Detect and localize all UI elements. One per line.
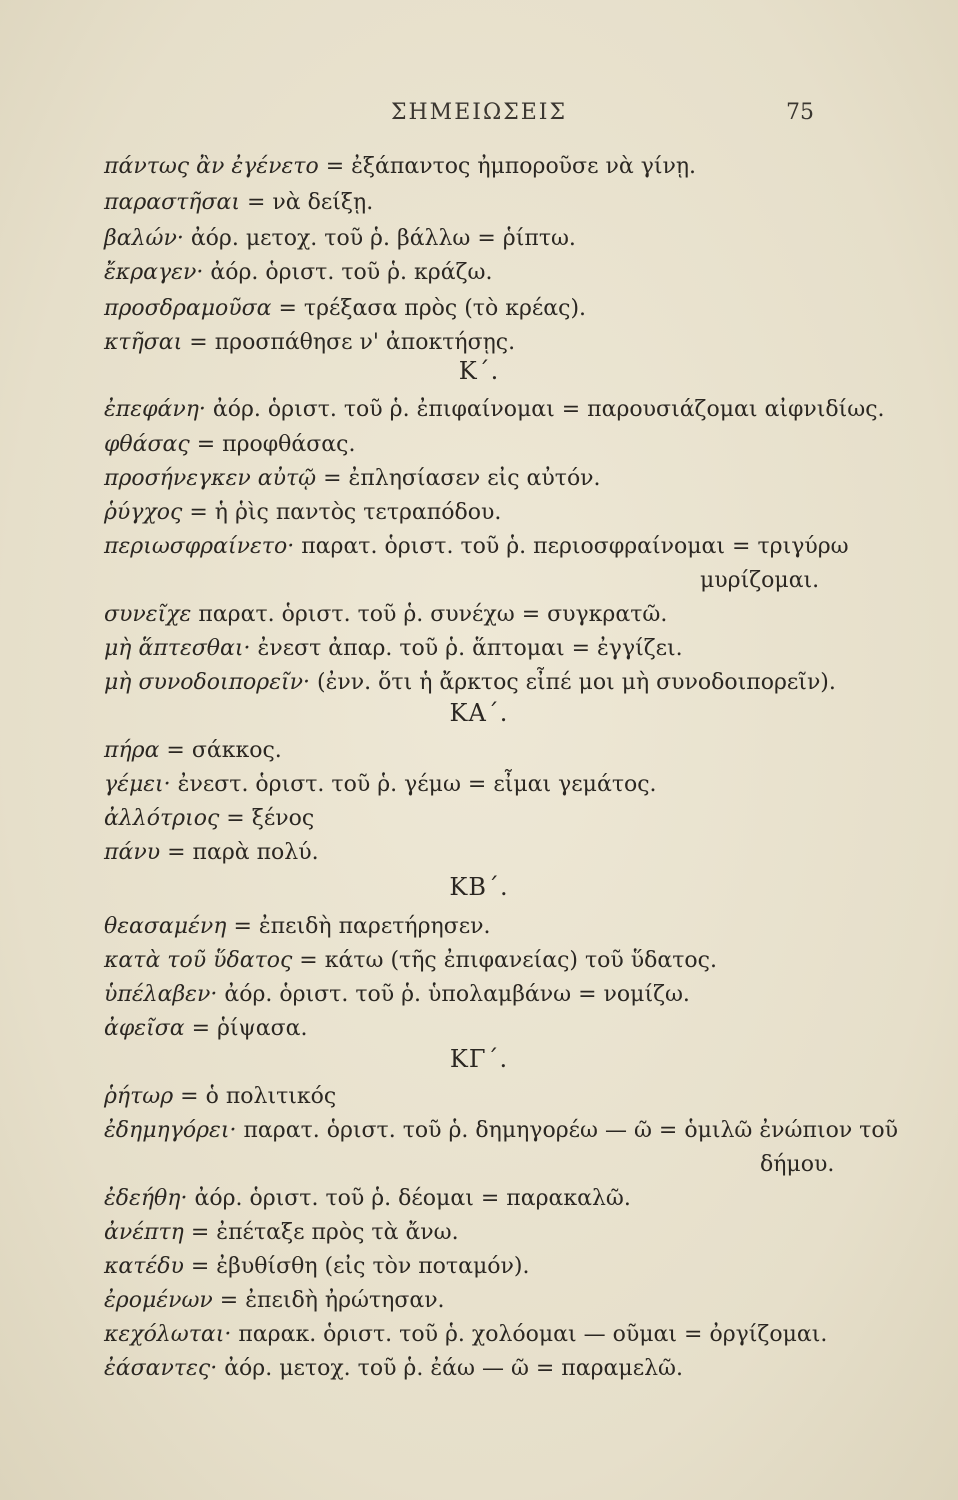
gloss-term: ὑπέλαβεν· xyxy=(104,982,218,1007)
gloss-definition: ἐνεστ ἀπαρ. τοῦ ῥ. ἅπτομαι = ἐγγίζει. xyxy=(250,636,683,661)
gloss-line xyxy=(104,188,373,218)
gloss-line xyxy=(104,395,885,425)
gloss-line xyxy=(104,1286,445,1316)
gloss-definition: = προσπάθησε ν' ἀποκτήσῃς. xyxy=(182,330,516,355)
gloss-definition: ἀόρ. ὁριστ. τοῦ ῥ. ἐπιφαίνομαι = παρουσιάζομαι αἰφνιδίως. xyxy=(205,397,885,422)
gloss-definition: = ἐπειδὴ ἠρώτησαν. xyxy=(212,1288,445,1313)
gloss-line xyxy=(104,258,492,288)
gloss-term: ἀνέπτη xyxy=(104,1220,184,1245)
gloss-line xyxy=(104,152,696,182)
gloss-line xyxy=(104,532,849,562)
gloss-definition: = κάτω (τῆς ἐπιφανείας) τοῦ ὕδατος. xyxy=(292,948,717,973)
gloss-term: κεχόλωται· xyxy=(104,1322,232,1347)
section-heading: ΚΑ΄. xyxy=(449,699,509,727)
gloss-continuation: μυρίζομαι. xyxy=(700,568,820,593)
gloss-line xyxy=(104,1218,459,1248)
gloss-definition: ἀόρ. ὁριστ. τοῦ ῥ. ὑπολαμβάνω = νομίζω. xyxy=(217,982,690,1007)
gloss-definition: παρατ. ὁριστ. τοῦ ῥ. περιοσφραίνομαι = τριγύρω xyxy=(294,534,849,559)
gloss-line xyxy=(104,1320,827,1350)
gloss-definition: = ἐπειδὴ παρετήρησεν. xyxy=(226,914,491,939)
gloss-term: κατέδυ xyxy=(104,1254,184,1279)
gloss-term: ἐρομένων xyxy=(104,1288,213,1313)
gloss-term: παραστῆσαι xyxy=(104,190,240,215)
gloss-term: ἐδημηγόρει· xyxy=(104,1118,237,1143)
gloss-definition: παρατ. ὁριστ. τοῦ ῥ. δημηγορέω — ῶ = ὁμιλῶ ἐνώπιον τοῦ xyxy=(236,1118,898,1143)
gloss-term: μὴ συνοδοιπορεῖν· xyxy=(104,670,311,695)
gloss-line xyxy=(104,1354,683,1384)
gloss-line xyxy=(104,770,657,800)
section-heading: ΚΓ΄. xyxy=(449,1045,509,1073)
gloss-term: μὴ ἅπτεσθαι· xyxy=(104,636,251,661)
gloss-line xyxy=(104,912,490,942)
gloss-definition: = ἐβυθίσθη (εἰς τὸν ποταμόν). xyxy=(183,1254,530,1279)
gloss-term: ἐπεφάνη· xyxy=(104,397,206,422)
gloss-term: συνεῖχε xyxy=(104,602,192,627)
gloss-term: πήρα xyxy=(104,738,160,763)
gloss-definition: = ἐπλησίασεν εἰς αὐτόν. xyxy=(316,466,601,491)
gloss-definition: = προφθάσας. xyxy=(189,432,356,457)
gloss-line xyxy=(104,1184,631,1214)
gloss-line xyxy=(104,804,314,834)
gloss-line xyxy=(104,946,717,976)
gloss-definition: = σάκκος. xyxy=(159,738,282,763)
gloss-line xyxy=(104,498,501,528)
gloss-term: ἐδεήθη· xyxy=(104,1186,188,1211)
section-heading: ΚΒ΄. xyxy=(449,873,509,901)
gloss-definition: ἀόρ. ὁριστ. τοῦ ῥ. κράζω. xyxy=(203,260,493,285)
gloss-line xyxy=(104,1252,529,1282)
gloss-term: κατὰ τοῦ ὕδατος xyxy=(104,948,293,973)
gloss-term: ἐάσαντες· xyxy=(104,1356,218,1381)
gloss-term: θεασαμένη xyxy=(104,914,227,939)
gloss-line xyxy=(104,328,515,358)
gloss-line xyxy=(104,464,601,494)
gloss-term: προσδραμοῦσα xyxy=(104,296,272,321)
gloss-term: βαλών· xyxy=(104,226,184,251)
gloss-term: γέμει· xyxy=(104,772,171,797)
gloss-term: ῥήτωρ xyxy=(104,1084,174,1109)
gloss-line xyxy=(104,294,586,324)
gloss-term: φθάσας xyxy=(104,432,190,457)
gloss-line xyxy=(104,600,667,630)
gloss-definition: = ὁ πολιτικός xyxy=(173,1084,337,1109)
gloss-continuation: δήμου. xyxy=(760,1152,835,1177)
running-header: ΣΗΜΕΙΩΣΕΙΣ xyxy=(390,100,568,125)
gloss-definition: ἀόρ. ὁριστ. τοῦ ῥ. δέομαι = παρακαλῶ. xyxy=(187,1186,631,1211)
gloss-definition: ἀόρ. μετοχ. τοῦ ῥ. ἐάω — ῶ = παραμελῶ. xyxy=(217,1356,683,1381)
gloss-term: πάνυ xyxy=(104,840,161,865)
gloss-definition: = ξένος xyxy=(219,806,315,831)
gloss-definition: = ἡ ῥὶς παντὸς τετραπόδου. xyxy=(182,500,502,525)
gloss-definition: (ἐνν. ὅτι ἡ ἄρκτος εἶπέ μοι μὴ συνοδοιπορεῖν). xyxy=(310,670,836,695)
gloss-term: ἀλλότριος xyxy=(104,806,220,831)
gloss-definition: = ῥίψασα. xyxy=(184,1016,308,1041)
gloss-definition: παρατ. ὁριστ. τοῦ ῥ. συνέχω = συγκρατῶ. xyxy=(191,602,668,627)
gloss-definition: = τρέξασα πρὸς (τὸ κρέας). xyxy=(271,296,587,321)
gloss-definition: ἀόρ. μετοχ. τοῦ ῥ. βάλλω = ῥίπτω. xyxy=(183,226,576,251)
gloss-definition: = παρὰ πολύ. xyxy=(160,840,319,865)
section-heading: Κ΄. xyxy=(458,357,500,385)
gloss-line xyxy=(104,838,319,868)
gloss-line xyxy=(104,1082,336,1112)
gloss-line xyxy=(104,430,355,460)
gloss-line xyxy=(104,668,836,698)
gloss-line xyxy=(104,736,282,766)
gloss-line xyxy=(104,224,576,254)
gloss-term: πάντως ἂν ἐγένετο xyxy=(104,154,319,179)
gloss-definition: = ἐξάπαντος ἠμποροῦσε νὰ γίνῃ. xyxy=(318,154,697,179)
gloss-definition: ἐνεστ. ὁριστ. τοῦ ῥ. γέμω = εἶμαι γεμάτος. xyxy=(170,772,657,797)
page-number: 75 xyxy=(786,100,814,125)
gloss-definition: = ἐπέταξε πρὸς τὰ ἄνω. xyxy=(183,1220,459,1245)
gloss-line xyxy=(104,634,683,664)
gloss-term: ῥύγχος xyxy=(104,500,183,525)
gloss-term: ἔκραγεν· xyxy=(104,260,204,285)
gloss-term: προσήνεγκεν αὐτῷ xyxy=(104,466,317,491)
gloss-line xyxy=(104,1116,898,1146)
gloss-line xyxy=(104,980,690,1010)
gloss-term: κτῆσαι xyxy=(104,330,183,355)
gloss-line xyxy=(104,1014,308,1044)
gloss-definition: = νὰ δείξῃ. xyxy=(239,190,374,215)
gloss-term: ἀφεῖσα xyxy=(104,1016,185,1041)
gloss-term: περιωσφραίνετο· xyxy=(104,534,295,559)
gloss-definition: παρακ. ὁριστ. τοῦ ῥ. χολόομαι — οῦμαι = ὀργίζομαι. xyxy=(231,1322,828,1347)
